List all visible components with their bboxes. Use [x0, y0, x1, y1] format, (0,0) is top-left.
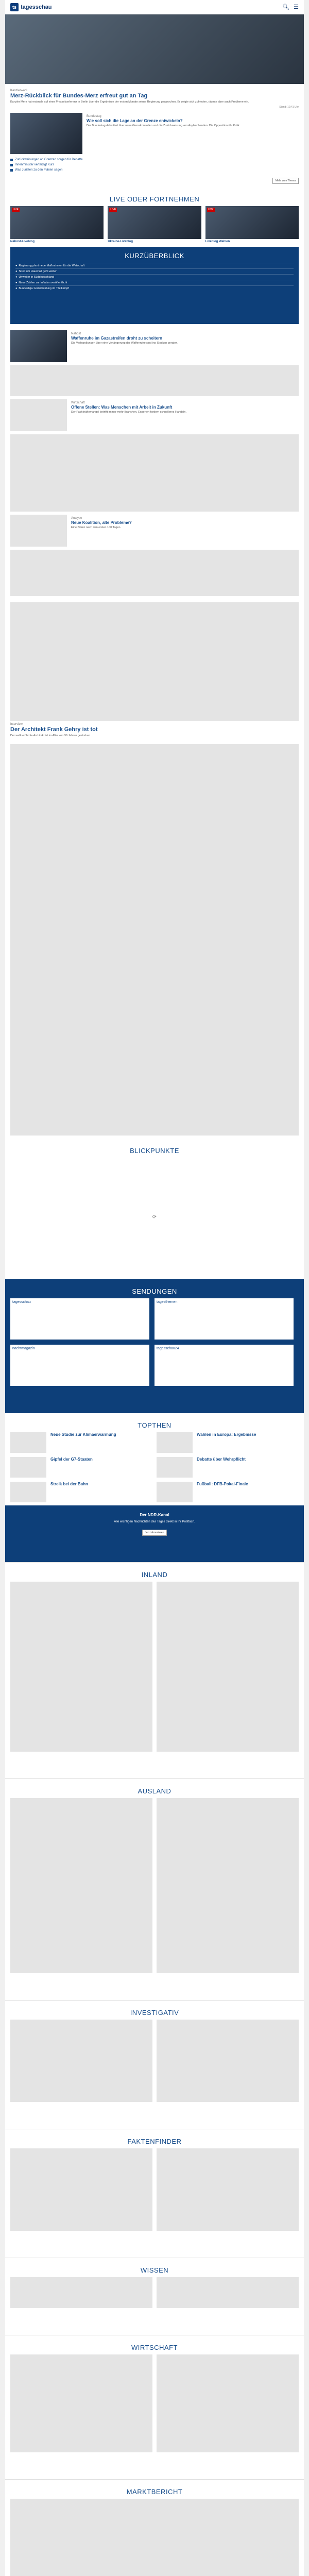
related-link[interactable]: Innenminister verteidigt Kurs: [10, 162, 299, 167]
ressort-title: INLAND: [141, 1571, 168, 1579]
article-title[interactable]: Waffenruhe im Gazastreifen droht zu scheitern: [71, 335, 163, 341]
live-card[interactable]: LIVE Liveblog Wahlen: [205, 206, 299, 244]
logo-text: tagesschau: [21, 4, 52, 10]
related-link[interactable]: Zurückweisungen an Grenzen sorgen für Debatte: [10, 157, 299, 162]
ressort-teaser[interactable]: [157, 1582, 299, 1752]
ressort-teaser[interactable]: [157, 2354, 299, 2452]
ressort-teaser[interactable]: [157, 2277, 299, 2308]
article-title[interactable]: Neue Koalition, alte Probleme?: [71, 520, 132, 525]
topthemen-section: [5, 1413, 304, 1505]
ressort-section: [5, 2335, 304, 2479]
newsletter-text: Alle wichtigen Nachrichten des Tages direkt in Ihr Postfach.: [114, 1520, 195, 1524]
big-teaser-title[interactable]: Der Architekt Frank Gehry ist tot: [10, 726, 98, 733]
blickpunkte-section: [5, 1139, 304, 1279]
brief-item[interactable]: ● Regierung plant neue Maßnahmen für die Wirtschaft: [15, 263, 294, 268]
topthema[interactable]: Streik bei der Bahn: [10, 1482, 152, 1502]
sendung-card[interactable]: tagesschau24: [154, 1345, 294, 1386]
ressort-section: [5, 2000, 304, 2129]
search-icon[interactable]: 🔍︎: [282, 4, 290, 10]
page: [5, 0, 304, 2576]
video-placeholder[interactable]: [10, 434, 299, 512]
ressort-title: MARKTBERICHT: [126, 2488, 183, 2496]
live-card[interactable]: LIVE Ukraine-Liveblog: [108, 206, 201, 244]
article-title[interactable]: Offene Stellen: Was Menschen mit Arbeit in Zukunft: [71, 404, 173, 410]
big-teaser-topline: Interview: [10, 722, 23, 726]
logo-mark: ts: [10, 3, 19, 11]
article-image: [10, 330, 67, 362]
sendungen-section: [5, 1279, 304, 1413]
article-text: Eine Bilanz nach den ersten 100 Tagen.: [71, 526, 122, 530]
article-image: [10, 399, 67, 431]
lead-text: Kanzler Merz hat erstmals auf einer Pressekonferenz in Berlin über die Ergebnisse der ersten Monate seiner Regierung gesprochen. Er zeigte sich zufrieden, räumte aber auch Probleme ein.: [10, 100, 249, 104]
sendung-card[interactable]: tagesthemen: [154, 1298, 294, 1340]
ressort-teaser[interactable]: [157, 1798, 299, 1973]
ressort-section: [5, 2479, 304, 2576]
topthema[interactable]: Gipfel der G7-Staaten: [10, 1457, 152, 1478]
blickpunkte-title: BLICKPUNKTE: [130, 1147, 179, 1155]
ressort-sections: [5, 1562, 304, 2576]
ressort-teaser[interactable]: [10, 2277, 152, 2308]
ressort-title: WIRTSCHAFT: [131, 2344, 178, 2352]
second-image: [10, 113, 82, 154]
market-chart-placeholder: [10, 2499, 299, 2576]
lead-title[interactable]: Merz-Rückblick für Bundes-Merz erfreut gut an Tag: [10, 93, 148, 99]
lead-topline: Kanzlerwahl: [10, 89, 27, 92]
lead-image: [5, 14, 304, 84]
related-links: [5, 157, 304, 187]
site-header: [5, 0, 304, 14]
topthema[interactable]: Debatte über Wehrpflicht: [157, 1457, 299, 1478]
big-teaser-image: [10, 602, 299, 721]
ressort-teaser[interactable]: [10, 2148, 152, 2231]
ressort-teaser[interactable]: [10, 1582, 152, 1752]
live-title: LIVE ODER FORTNEHMEN: [109, 195, 200, 203]
ressort-section: [5, 1778, 304, 2000]
logo[interactable]: [10, 3, 52, 11]
article-teaser[interactable]: [10, 399, 299, 431]
teaser-block-placeholder: [10, 744, 299, 1136]
second-topline: Bundestag: [87, 114, 101, 118]
ressort-title: FAKTENFINDER: [127, 2138, 182, 2146]
ressort-teaser[interactable]: [10, 1798, 152, 1973]
sendung-card[interactable]: tagesschau: [10, 1298, 149, 1340]
sendung-card[interactable]: nachtmagazin: [10, 1345, 149, 1386]
more-button[interactable]: Mehr zum Thema: [272, 178, 299, 184]
topthema[interactable]: Neue Studie zur Klimaerwärmung: [10, 1432, 152, 1453]
newsletter-title: Der NDR-Kanal: [140, 1513, 169, 1518]
article-topline: Analyse: [71, 516, 82, 520]
big-teaser-text: Der weltberühmte Architekt ist im Alter von 96 Jahren gestorben.: [10, 734, 91, 737]
loading-icon: ⟳: [152, 1214, 157, 1220]
newsletter-box: [5, 1505, 304, 1562]
brief-item[interactable]: ● Bundesliga: Entscheidung im Titelkampf: [15, 285, 294, 291]
article-topline: Nahost: [71, 332, 81, 335]
lead-meta: Stand: 12:41 Uhr: [279, 105, 299, 109]
ad-placeholder: [10, 365, 299, 396]
ressort-section: [5, 2129, 304, 2258]
ressort-teaser[interactable]: [157, 2020, 299, 2102]
article-text: Der Fachkräftemangel betrifft immer mehr Branchen. Experten fordern schnelleres Handeln.: [71, 411, 186, 414]
more-teasers: [5, 741, 304, 1139]
ressort-title: INVESTIGATIV: [130, 2009, 179, 2017]
topthema[interactable]: Fußball: DFB-Pokal-Finale: [157, 1482, 299, 1502]
article-topline: Wirtschaft: [71, 401, 85, 404]
ressort-teaser[interactable]: [10, 2354, 152, 2452]
image-placeholder: [10, 550, 299, 596]
second-text: Der Bundestag debattiert über neue Grenzkontrollen und die Zurückweisung von Asylsuchenden. Die Opposition übt Kritik.: [87, 124, 241, 128]
article-teaser[interactable]: [10, 330, 299, 362]
brief-item[interactable]: ● Streit um Haushalt geht weiter: [15, 268, 294, 274]
article-image: [10, 515, 67, 547]
topthemen-title: TOPTHEN: [138, 1421, 171, 1430]
sendungen-title: SENDUNGEN: [132, 1287, 177, 1296]
ressort-teaser[interactable]: [10, 2020, 152, 2102]
lead-teaser[interactable]: [5, 14, 304, 112]
ressort-section: [5, 2258, 304, 2335]
brief-item[interactable]: ● Unwetter in Süddeutschland: [15, 274, 294, 280]
brief-item[interactable]: ● Neue Zahlen zur Inflation veröffentlicht: [15, 280, 294, 285]
live-section: [5, 187, 304, 247]
ressort-title: AUSLAND: [138, 1787, 171, 1795]
second-teaser[interactable]: [5, 112, 304, 157]
newsletter-button[interactable]: Jetzt abonnieren: [142, 1530, 167, 1536]
ressort-title: WISSEN: [140, 2266, 169, 2275]
brief-title: KURZÜBERBLICK: [125, 251, 184, 260]
related-link[interactable]: Was Juristen zu den Plänen sagen: [10, 167, 299, 173]
big-teaser[interactable]: [5, 599, 304, 741]
article-list: [5, 324, 304, 599]
ressort-section: [5, 1562, 304, 1778]
live-card[interactable]: LIVE Nahost-Liveblog: [10, 206, 104, 244]
brief-box: [10, 247, 299, 324]
article-teaser[interactable]: [10, 515, 299, 547]
topthema[interactable]: Wahlen in Europa: Ergebnisse: [157, 1432, 299, 1453]
menu-icon[interactable]: ☰: [294, 4, 299, 10]
article-text: Die Verhandlungen über eine Verlängerung der Waffenruhe sind ins Stocken geraten.: [71, 342, 178, 345]
ressort-teaser[interactable]: [157, 2148, 299, 2231]
second-title[interactable]: Wie soll sich die Lage an der Grenze entwickeln?: [87, 118, 183, 123]
